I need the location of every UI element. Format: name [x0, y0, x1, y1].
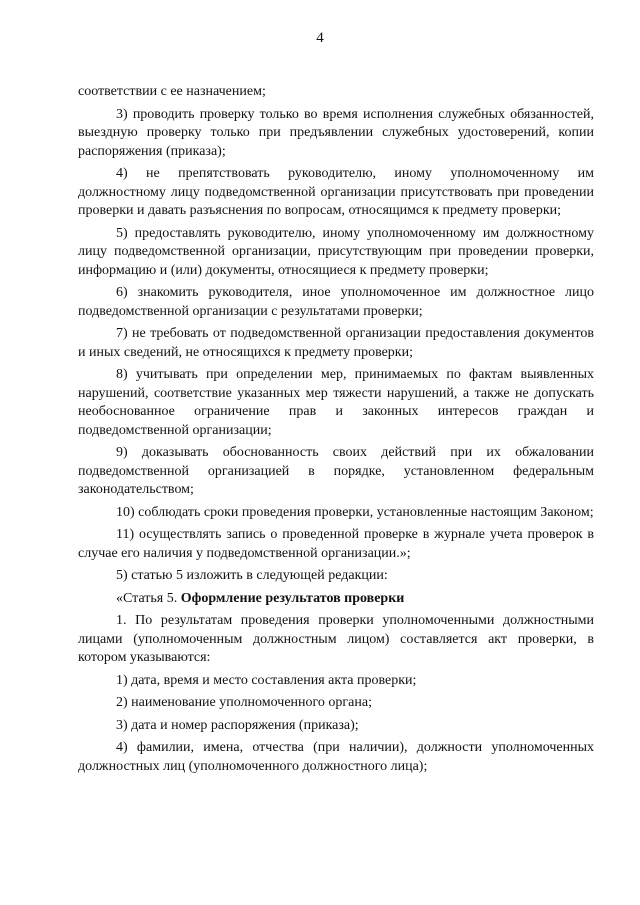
paragraph-item-4: 4) не препятствовать руководителю, иному уполномоченному им должностному лицу подведомственной организации присутствовать при проведении проверки и давать разъяснения по вопросам, относящимся к предмету проверки;: [78, 166, 594, 218]
paragraph-continuation: соответствии с ее назначением;: [78, 84, 266, 99]
article-prefix: «Статья 5.: [116, 590, 181, 606]
article-title: Оформление результатов проверки: [180, 590, 405, 606]
article-item-3: 3) дата и номер распоряжения (приказа);: [116, 717, 359, 733]
paragraph-amendment-5: 5) статью 5 изложить в следующей редакции:: [116, 568, 388, 583]
paragraph-item-5: 5) предоставлять руководителю, иному уполномоченному им должностному лицу подведомственной организации, присутствующим при проведении проверки, информацию и (или) документы, относящиеся к предмету проверки;: [78, 225, 594, 278]
article-item-4: 4) фамилии, имена, отчества (при наличии), должности уполномоченных должностных лиц (уполномоченного должностного лица);: [78, 740, 594, 774]
paragraph-item-6: 6) знакомить руководителя, иное уполномоченное им должностное лицо подведомственной организации с результатами проверки;: [78, 285, 594, 319]
paragraph-item-10: 10) соблюдать сроки проведения проверки, установленные настоящим Законом;: [116, 504, 594, 520]
paragraph-item-3: 3) проводить проверку только во время исполнения служебных обязанностей, выездную проверку только при предъявлении служебных удостоверений, копии распоряжения (приказа);: [78, 106, 594, 159]
article-item-2: 2) наименование уполномоченного органа;: [116, 695, 372, 710]
paragraph-item-11: 11) осуществлять запись о проведенной проверке в журнале учета проверок в случае его наличия у подведомственной организации.»;: [78, 527, 594, 561]
article-item-1: 1) дата, время и место составления акта проверки;: [116, 672, 417, 688]
paragraph-item-9: 9) доказывать обоснованность своих действий при их обжаловании подведомственной организацией в порядке, установленном федеральным законодательством;: [78, 445, 594, 497]
page-number: 4: [316, 30, 324, 46]
article-paragraph-1: 1. По результатам проведения проверки уполномоченными должностными лицами (уполномоченным должностным лицом) составляется акт проверки, в котором указываются:: [78, 613, 594, 665]
paragraph-item-8: 8) учитывать при определении мер, принимаемых по фактам выявленных нарушений, соответствие указанных мер тяжести нарушений, а также не допускать необоснованное ограничение прав и законных интересов граждан и подведомственной организации;: [78, 367, 594, 438]
paragraph-item-7: 7) не требовать от подведомственной организации предоставления документов и иных сведений, не относящихся к предмету проверки;: [78, 326, 594, 360]
document-body: [78, 83, 594, 780]
article-heading: [78, 590, 594, 609]
